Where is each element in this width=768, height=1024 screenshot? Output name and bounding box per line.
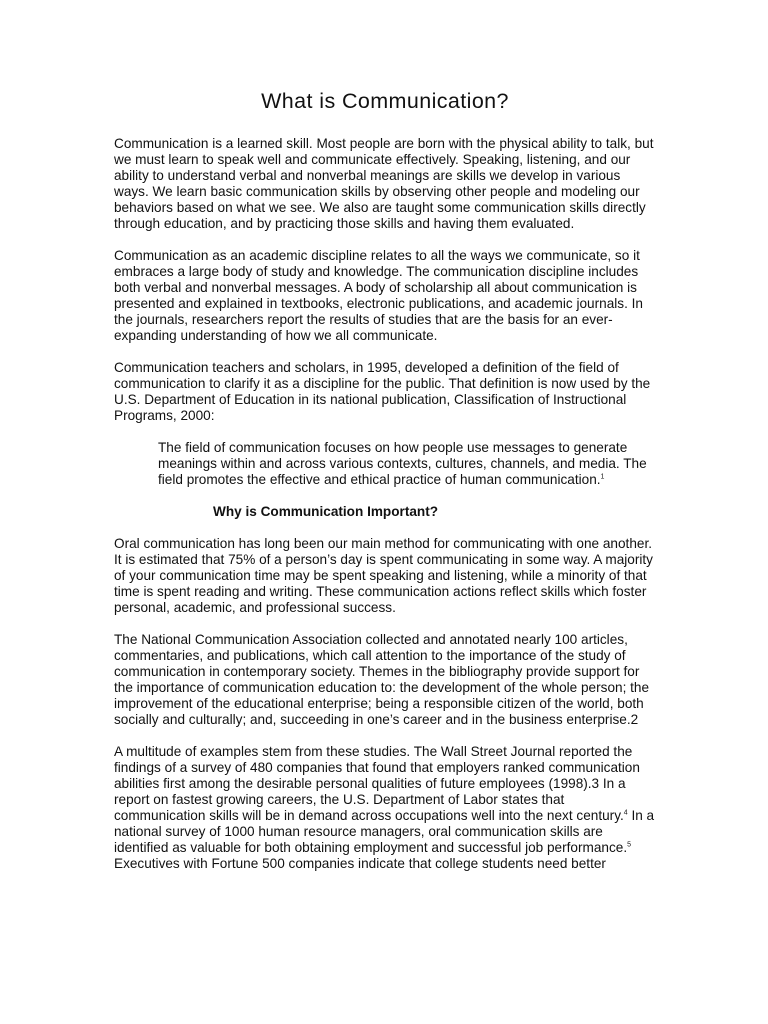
footnote-marker-4: 4 [623, 809, 628, 817]
examples-text-part3: Executives with Fortune 500 companies indicate that college students need better [114, 856, 606, 871]
paragraph-definition-intro: Communication teachers and scholars, in 1995, developed a definition of the field of communication to clarify it as a discipline for the public. That definition is now used by the U.S. Department of Education in its national publication, Classification of Instructional Programs, 2000: [114, 360, 651, 423]
paragraph-academic-discipline: Communication as an academic discipline relates to all the ways we communicate, so it embraces a large body of study and knowledge. The communication discipline includes both verbal and nonverbal messages. A body of scholarship all about communication is presented and explained in textbooks, electronic publications, and academic journals. In the journals, researchers report the results of studies that are the basis for an ever-expanding understanding of how we all communicate. [114, 248, 643, 343]
page-title: What is Communication? [261, 89, 509, 113]
footnote-marker-5: 5 [627, 841, 631, 849]
paragraph-learned-skill: Communication is a learned skill. Most people are born with the physical ability to talk, but we must learn to speak well and communicate effectively. Speaking, listening, and our ability to understand verbal and nonverbal meanings are skills we develop in various ways. We learn basic communication skills by observing other people and modeling our behaviors based on what we see. We also are taught some communication skills directly through education, and by practicing those skills and having them evaluated. [114, 136, 654, 231]
examples-text-part2: In a national survey of 1000 human resource managers, oral communication skills are identified as valuable for both obtaining employment and successful job performance. [114, 808, 655, 855]
block-quote-definition [158, 440, 656, 488]
paragraph-nca-bibliography: The National Communication Association collected and annotated nearly 100 articles, commentaries, and publications, which call attention to the importance of the study of communication in contemporary society. Themes in the bibliography provide support for the importance of communication education to: the development of the whole person; the improvement of the educational enterprise; being a responsible citizen of the world, both socially and culturally; and, succeeding in one’s career and in the business enterprise.2 [114, 632, 650, 727]
section-heading: Why is Communication Important? [213, 504, 439, 519]
paragraph-oral-communication: Oral communication has long been our main method for communicating with one another. It is estimated that 75% of a person’s day is spent communicating in some way. A majority of your communication time may be spent speaking and listening, while a minority of that time is spent reading and writing. These communication actions reflect skills which foster personal, academic, and professional success. [114, 536, 653, 615]
block-quote-text: The field of communication focuses on how people use messages to generate meanings within and across various contexts, cultures, channels, and media. The field promotes the effective and ethical practice of human communication. [158, 440, 647, 487]
footnote-marker-1: 1 [600, 473, 605, 481]
examples-text-part1: A multitude of examples stem from these studies. The Wall Street Journal reported the findings of a survey of 480 companies that found that employers ranked communication abilities first among the desirable personal qualities of future employees (1998).3 In a report on fastest growing careers, the U.S. Department of Labor states that communication skills will be in demand across occupations well into the next century. [114, 744, 640, 823]
paragraph-examples [114, 744, 656, 872]
